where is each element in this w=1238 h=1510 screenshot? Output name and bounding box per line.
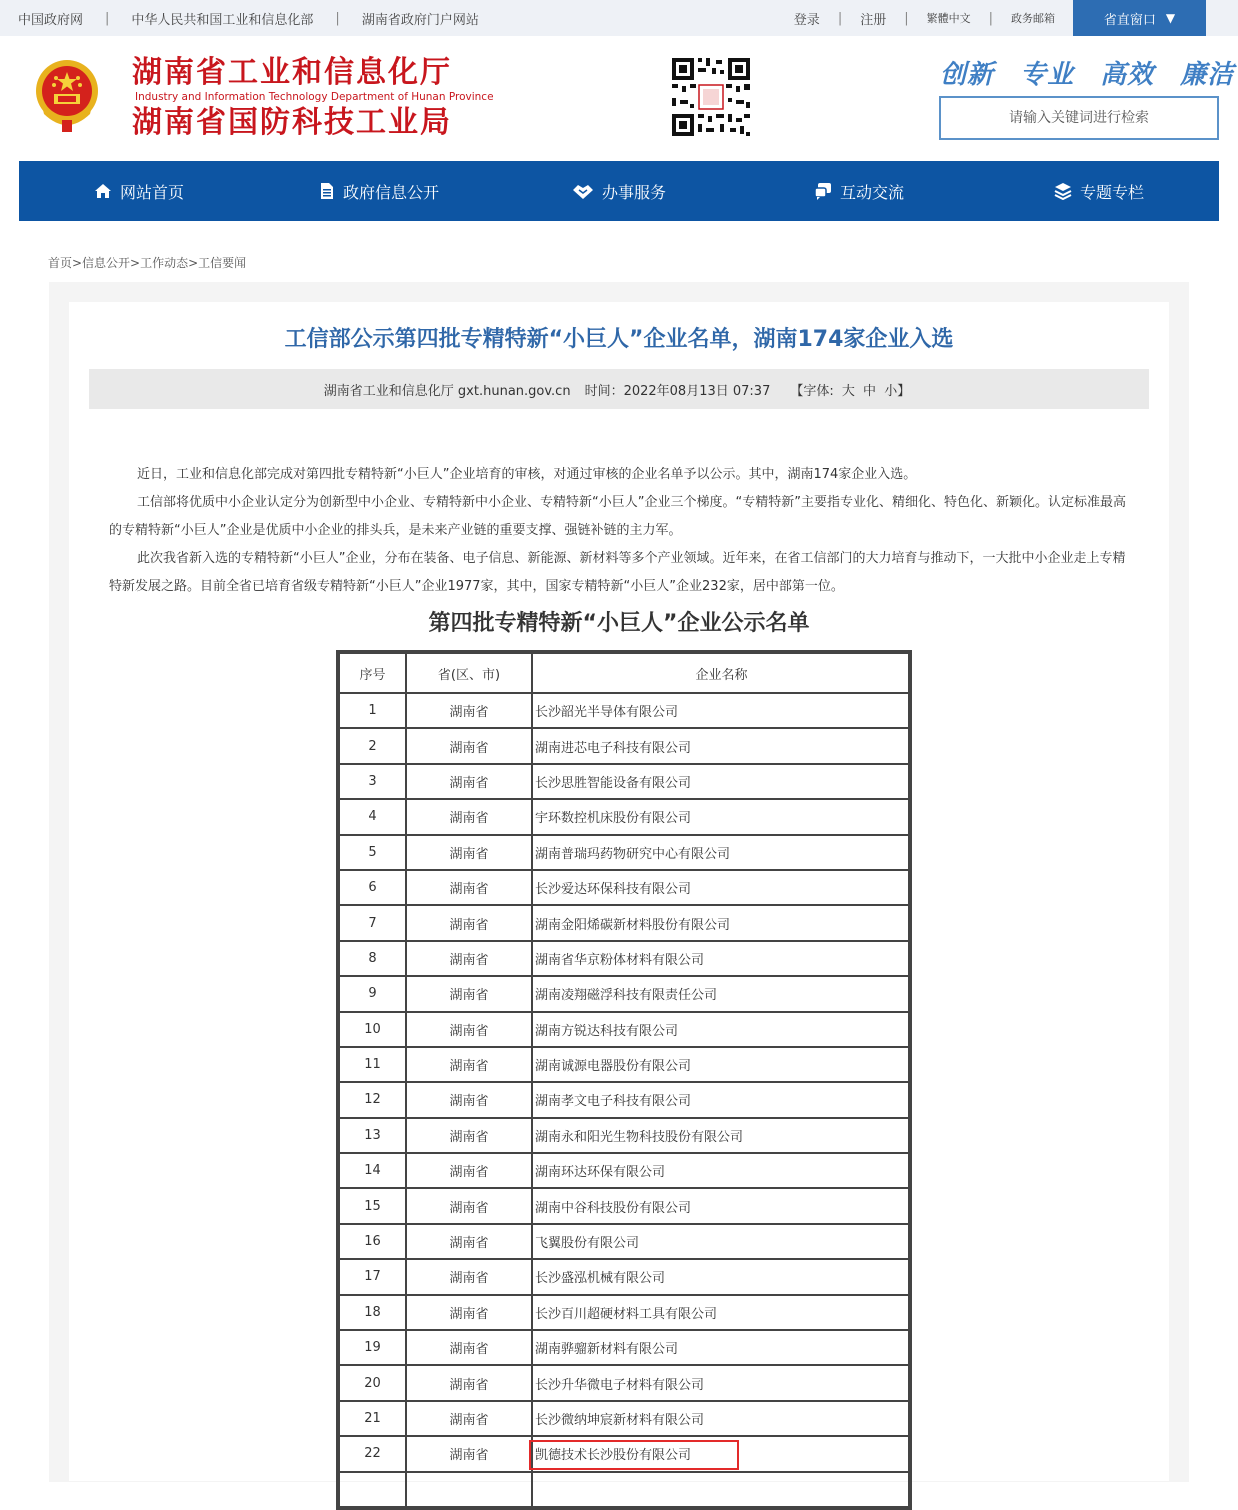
article-meta xyxy=(89,369,1149,409)
table-row xyxy=(339,905,909,940)
provincial-window-button[interactable] xyxy=(1073,0,1206,36)
slogan-professional: 专业 xyxy=(1020,60,1075,90)
separator: | xyxy=(988,10,993,26)
site-title-line1: 湖南省工业和信息化厅 xyxy=(132,55,452,90)
row-province: 湖南省 xyxy=(406,1153,532,1188)
table-row xyxy=(339,1047,909,1082)
row-index: 21 xyxy=(339,1401,406,1436)
row-province: 湖南省 xyxy=(406,941,532,976)
row-province: 湖南省 xyxy=(406,1330,532,1365)
row-province: 湖南省 xyxy=(406,1188,532,1223)
row-province: 湖南省 xyxy=(406,905,532,940)
nav-item-topics[interactable] xyxy=(979,161,1219,221)
nav-item-label: 互动交流 xyxy=(839,182,904,202)
row-province: 湖南省 xyxy=(406,1118,532,1153)
document-icon xyxy=(319,182,335,200)
table-row xyxy=(339,728,909,763)
table-row xyxy=(339,1082,909,1117)
chat-icon xyxy=(814,182,832,200)
header-company: 企业名称 xyxy=(532,653,909,693)
row-company: 湖南骅骝新材料有限公司 xyxy=(532,1330,909,1365)
row-index: 19 xyxy=(339,1330,406,1365)
main-nav xyxy=(19,161,1219,221)
header-index: 序号 xyxy=(339,653,406,693)
row-company: 长沙微纳坤宸新材料有限公司 xyxy=(532,1401,909,1436)
header-province: 省(区、市) xyxy=(406,653,532,693)
table-row xyxy=(339,1472,909,1507)
nav-item-services[interactable] xyxy=(499,161,739,221)
highlight-box xyxy=(529,1440,739,1470)
login-link[interactable]: 登录 xyxy=(793,12,820,28)
table-row xyxy=(339,870,909,905)
row-province: 湖南省 xyxy=(406,1224,532,1259)
row-province: 湖南省 xyxy=(406,799,532,834)
slogan-integrity: 廉洁 xyxy=(1180,60,1235,90)
row-province: 湖南省 xyxy=(406,693,532,728)
separator: | xyxy=(335,10,340,26)
row-company: 湖南凌翔磁浮科技有限责任公司 xyxy=(532,976,909,1011)
nav-item-home[interactable] xyxy=(19,161,259,221)
register-link[interactable]: 注册 xyxy=(860,12,887,28)
table-row xyxy=(339,693,909,728)
traditional-chinese-link[interactable]: 繁體中文 xyxy=(926,12,971,25)
layers-icon xyxy=(1054,182,1072,200)
top-bar xyxy=(0,0,1238,36)
separator: | xyxy=(837,10,843,26)
row-province: 湖南省 xyxy=(406,835,532,870)
nav-item-interaction[interactable] xyxy=(739,161,979,221)
row-index: 20 xyxy=(339,1365,406,1400)
row-company: 湖南永和阳光生物科技股份有限公司 xyxy=(532,1118,909,1153)
row-province: 湖南省 xyxy=(406,1012,532,1047)
table-row xyxy=(339,976,909,1011)
search-box xyxy=(939,96,1219,140)
search-input[interactable] xyxy=(941,98,1217,138)
external-links xyxy=(18,0,479,36)
font-size-large[interactable]: 大 xyxy=(841,383,855,399)
nav-item-label: 政府信息公开 xyxy=(342,182,439,202)
row-index: 17 xyxy=(339,1259,406,1294)
row-company: 湖南进芯电子科技有限公司 xyxy=(532,728,909,763)
row-index: 2 xyxy=(339,728,406,763)
row-company: 湖南金阳烯碳新材料股份有限公司 xyxy=(532,905,909,940)
row-province: 湖南省 xyxy=(406,728,532,763)
article-paragraph: 工信部将优质中小企业认定分为创新型中小企业、专精特新中小企业、专精特新“小巨人”企业三个梯度。“专精特新”主要指专业化、精细化、特色化、新颖化。认定标准最高的专精特新“小巨人”企业是优质中小企业的排头兵，是未来产业链的重要支撑、强链补链的主力军。 xyxy=(109,495,1126,538)
link-miit[interactable]: 中华人民共和国工业和信息化部 xyxy=(131,12,314,28)
separator: | xyxy=(105,10,110,26)
provincial-window-label: 省直窗口 xyxy=(1103,12,1156,28)
row-index: 12 xyxy=(339,1082,406,1117)
national-emblem-icon xyxy=(32,58,102,134)
row-province: 湖南省 xyxy=(406,1259,532,1294)
nav-item-label: 网站首页 xyxy=(119,182,184,202)
article-paragraph: 近日，工业和信息化部完成对第四批专精特新“小巨人”企业培育的审核，对通过审核的企业名单予以公示。其中，湖南174家企业入选。 xyxy=(137,467,917,482)
table-row xyxy=(339,835,909,870)
font-size-medium[interactable]: 中 xyxy=(863,383,877,399)
table-row xyxy=(339,1153,909,1188)
row-province: 湖南省 xyxy=(406,1401,532,1436)
row-index: 11 xyxy=(339,1047,406,1082)
row-index: 4 xyxy=(339,799,406,834)
row-company: 湖南普瑞玛药物研究中心有限公司 xyxy=(532,835,909,870)
table-header-row xyxy=(339,653,909,693)
qr-code-icon xyxy=(670,56,752,138)
row-province: 湖南省 xyxy=(406,1365,532,1400)
row-company: 湖南孝文电子科技有限公司 xyxy=(532,1082,909,1117)
row-company: 长沙韶光半导体有限公司 xyxy=(532,693,909,728)
row-company: 飞翼股份有限公司 xyxy=(532,1224,909,1259)
row-index: 5 xyxy=(339,835,406,870)
row-province: 湖南省 xyxy=(406,1436,532,1471)
table-row xyxy=(339,941,909,976)
slogan xyxy=(940,54,1238,91)
row-company: 凯德技术长沙股份有限公司 xyxy=(532,1436,909,1471)
row-index: 13 xyxy=(339,1118,406,1153)
table-row xyxy=(339,1118,909,1153)
table-row xyxy=(339,799,909,834)
row-company: 长沙百川超硬材料工具有限公司 xyxy=(532,1295,909,1330)
font-size-small[interactable]: 小】 xyxy=(884,383,911,399)
site-title-line2: 湖南省国防科技工业局 xyxy=(132,105,452,140)
row-index: 9 xyxy=(339,976,406,1011)
row-province: 湖南省 xyxy=(406,870,532,905)
article-source: 湖南省工业和信息化厅 gxt.hunan.gov.cn xyxy=(323,383,571,399)
user-links xyxy=(794,0,1238,36)
slogan-efficient: 高效 xyxy=(1100,60,1155,90)
row-index: 3 xyxy=(339,764,406,799)
table-row xyxy=(339,1188,909,1223)
row-index: 22 xyxy=(339,1436,406,1471)
row-company: 湖南中谷科技股份有限公司 xyxy=(532,1188,909,1223)
font-size-control xyxy=(790,380,914,399)
article-time: 时间：2022年08月13日 07:37 xyxy=(584,383,771,399)
row-company: 湖南方锐达科技有限公司 xyxy=(532,1012,909,1047)
table-row xyxy=(339,1365,909,1400)
row-company: 湖南省华京粉体材料有限公司 xyxy=(532,941,909,976)
table-row xyxy=(339,1295,909,1330)
row-company: 长沙思胜智能设备有限公司 xyxy=(532,764,909,799)
article-paragraph: 此次我省新入选的专精特新“小巨人”企业，分布在装备、电子信息、新能源、新材料等多个产业领域。近年来，在省工信部门的大力培育与推动下，一大批中小企业走上专精特新发展之路。目前全省已培育省级专精特新“小巨人”企业1977家，其中，国家专精特新“小巨人”企业232家，居中部第一位。 xyxy=(109,551,1126,594)
row-index: 1 xyxy=(339,693,406,728)
row-index: 18 xyxy=(339,1295,406,1330)
row-index: 6 xyxy=(339,870,406,905)
company-list-table xyxy=(336,650,912,1510)
article-container xyxy=(69,302,1169,1481)
nav-item-label: 办事服务 xyxy=(601,182,666,202)
link-gov-cn[interactable]: 中国政府网 xyxy=(18,12,84,28)
table-row xyxy=(339,1259,909,1294)
row-company: 长沙盛泓机械有限公司 xyxy=(532,1259,909,1294)
row-company: 湖南环达环保有限公司 xyxy=(532,1153,909,1188)
row-index: 14 xyxy=(339,1153,406,1188)
site-title[interactable] xyxy=(132,56,494,140)
row-company: 宇环数控机床股份有限公司 xyxy=(532,799,909,834)
link-hunan-gov[interactable]: 湖南省政府门户网站 xyxy=(361,12,479,28)
home-icon xyxy=(94,182,112,200)
row-company xyxy=(532,1472,909,1507)
row-province: 湖南省 xyxy=(406,1295,532,1330)
row-province: 湖南省 xyxy=(406,976,532,1011)
article-title: 工信部公示第四批专精特新“小巨人”企业名单，湖南174家企业入选 xyxy=(284,327,954,352)
row-province: 湖南省 xyxy=(406,1082,532,1117)
row-index: 10 xyxy=(339,1012,406,1047)
table-row xyxy=(339,1330,909,1365)
table-body xyxy=(339,693,909,1507)
breadcrumb[interactable]: 首页>信息公开>工作动态>工信要闻 xyxy=(48,256,247,270)
row-index: 16 xyxy=(339,1224,406,1259)
row-index: 7 xyxy=(339,905,406,940)
table-row xyxy=(339,1012,909,1047)
row-province xyxy=(406,1472,532,1507)
table-row xyxy=(339,1401,909,1436)
table-row xyxy=(339,764,909,799)
row-index: 8 xyxy=(339,941,406,976)
nav-item-gov-info[interactable] xyxy=(259,161,499,221)
site-title-english: Industry and Information Technology Department of Hunan Province xyxy=(135,91,494,103)
row-company: 长沙升华微电子材料有限公司 xyxy=(532,1365,909,1400)
handshake-icon xyxy=(572,182,594,200)
gov-mail-link[interactable]: 政务邮箱 xyxy=(1011,12,1055,25)
chevron-down-icon: ▼ xyxy=(1165,11,1176,25)
row-province: 湖南省 xyxy=(406,764,532,799)
slogan-innovation: 创新 xyxy=(940,60,995,90)
row-province: 湖南省 xyxy=(406,1047,532,1082)
table-title: 第四批专精特新“小巨人”企业公示名单 xyxy=(428,611,810,636)
table-row xyxy=(339,1224,909,1259)
row-company: 湖南诚源电器股份有限公司 xyxy=(532,1047,909,1082)
nav-item-label: 专题专栏 xyxy=(1079,182,1144,202)
row-index: 15 xyxy=(339,1188,406,1223)
separator: | xyxy=(904,10,909,26)
row-index xyxy=(339,1472,406,1507)
font-size-label: 【字体: xyxy=(790,383,834,399)
row-company: 长沙爱达环保科技有限公司 xyxy=(532,870,909,905)
